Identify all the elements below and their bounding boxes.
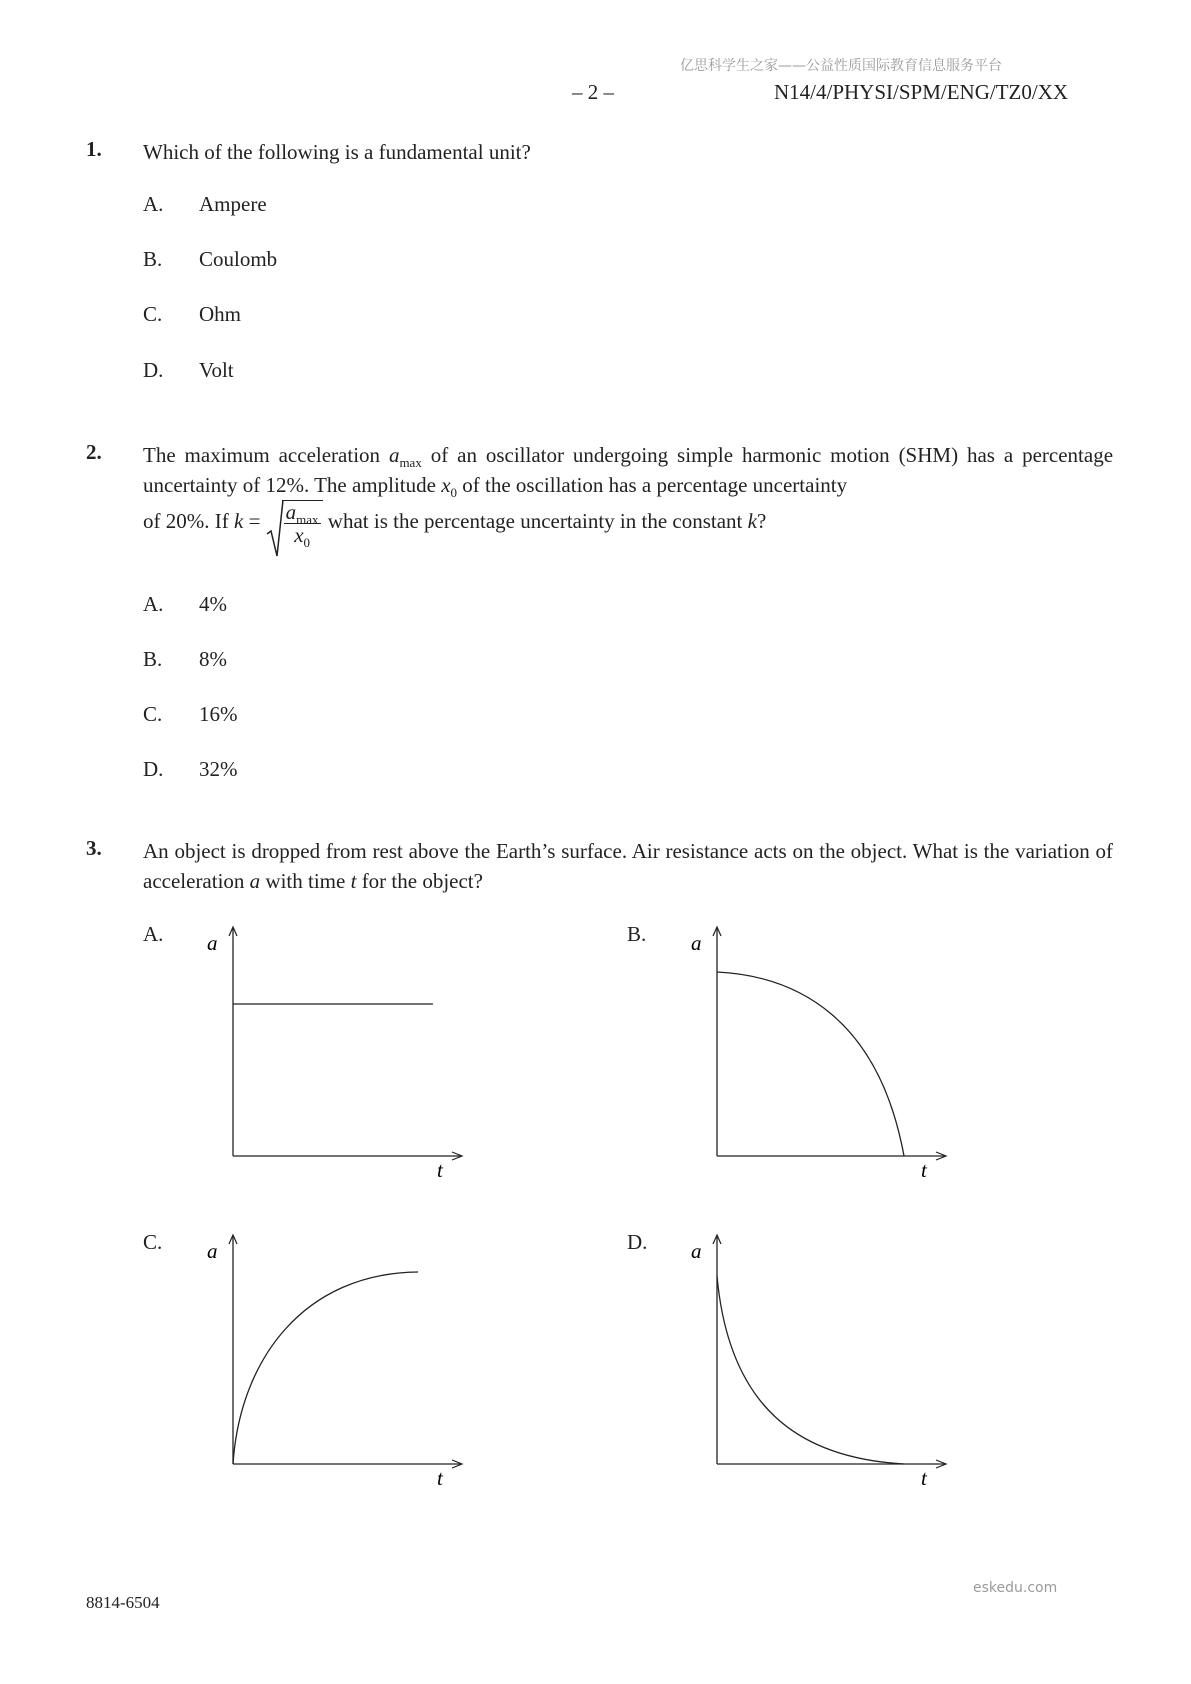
- q2-text-part3: of the oscillation has a percentage uncertainty: [462, 473, 848, 497]
- q3-var-t: t: [350, 869, 357, 893]
- graph-d-x-label: t: [921, 1466, 927, 1490]
- q1-option-c-text: Ohm: [199, 302, 241, 326]
- q2-sub-max: max: [399, 455, 422, 470]
- watermark-top: 亿思科学生之家——公益性质国际教育信息服务平台: [680, 58, 1002, 74]
- q2-option-b-label: B.: [143, 647, 163, 671]
- graph-c-curve: [233, 1272, 418, 1464]
- q2-frac-zero: 0: [303, 535, 311, 550]
- q1-text: Which of the following is a fundamental unit?: [143, 140, 531, 164]
- graph-d-y-label: a: [691, 1239, 702, 1263]
- q2-var-a: a: [388, 443, 400, 467]
- q2-frac-a: a: [285, 500, 297, 524]
- q3-text-part2: with time: [265, 869, 346, 893]
- q3-number: 3.: [86, 836, 102, 860]
- q3-graph-a: [195, 920, 475, 1185]
- q2-question-mark: ?: [756, 508, 767, 533]
- q2-text-line3: [143, 500, 1113, 550]
- q2-option-a-label: A.: [143, 592, 164, 616]
- q1-option-b-text: Coulomb: [199, 247, 278, 271]
- q3-graph-c-label: C.: [143, 1230, 163, 1254]
- q2-frac-x: x: [294, 523, 304, 547]
- q2-sqrt-formula: [266, 500, 323, 550]
- q2-number: 2.: [86, 440, 102, 464]
- graph-d-curve: [717, 1276, 904, 1464]
- paper-code: N14/4/PHYSI/SPM/ENG/TZ0/XX: [774, 80, 1069, 104]
- q2-option-c-label: C.: [143, 702, 163, 726]
- graph-c-y-label: a: [207, 1239, 218, 1263]
- q3-graph-a-label: A.: [143, 922, 164, 946]
- q2-var-k2: k: [747, 508, 757, 533]
- footer-code: 8814-6504: [86, 1593, 160, 1612]
- q3-text: [143, 836, 1113, 896]
- q2-var-k: k: [233, 508, 244, 533]
- q1-option-a-text: Ampere: [199, 192, 267, 216]
- q3-text-part3: for the object?: [361, 869, 483, 893]
- graph-b-y-label: a: [691, 931, 702, 955]
- sqrt-sign-icon: [266, 498, 284, 558]
- q1-option-d-text: Volt: [199, 358, 234, 382]
- q2-text-part1: The maximum acceleration: [143, 443, 381, 467]
- q2-sub-zero: 0: [450, 485, 458, 500]
- q1-number: 1.: [86, 137, 102, 161]
- q2-option-d-text: 32%: [199, 757, 238, 781]
- q3-graph-b-label: B.: [627, 922, 647, 946]
- q2-text-part4: of 20%. If: [143, 508, 229, 533]
- q1-option-b-label: B.: [143, 247, 163, 271]
- q2-equals: =: [248, 508, 261, 533]
- graph-a-x-label: t: [437, 1158, 443, 1182]
- q2-text: [143, 440, 1113, 500]
- q2-option-b-text: 8%: [199, 647, 227, 671]
- q1-option-d-label: D.: [143, 358, 164, 382]
- q2-frac-max: max: [296, 512, 319, 527]
- q2-var-x: x: [441, 473, 451, 497]
- q2-option-c-text: 16%: [199, 702, 238, 726]
- q3-graph-c: [195, 1228, 475, 1493]
- q2-option-a-text: 4%: [199, 592, 227, 616]
- graph-b-x-label: t: [921, 1158, 927, 1182]
- page-number: – 2 –: [572, 80, 614, 104]
- graph-c-x-label: t: [437, 1466, 443, 1490]
- graph-a-y-label: a: [207, 931, 218, 955]
- q2-text-part2: of an oscillator undergoing simple harmonic motion (SHM) has a percentage uncertainty of 12%. The amplitude: [143, 443, 1114, 497]
- q1-option-c-label: C.: [143, 302, 163, 326]
- q3-graph-d-label: D.: [627, 1230, 648, 1254]
- q3-graph-b: [679, 920, 959, 1185]
- q2-text-part5: what is the percentage uncertainty in the constant: [327, 508, 743, 533]
- graph-b-curve: [717, 972, 904, 1156]
- q1-option-a-label: A.: [143, 192, 164, 216]
- q2-fraction: [284, 500, 321, 550]
- q3-graph-d: [679, 1228, 959, 1493]
- q3-var-a: a: [249, 869, 261, 893]
- watermark-bottom: eskedu.com: [973, 1580, 1058, 1596]
- q2-option-d-label: D.: [143, 757, 164, 781]
- q3-text-part1: An object is dropped from rest above the Earth’s surface. Air resistance acts on the object. What is the variation of acceleration: [143, 839, 1113, 893]
